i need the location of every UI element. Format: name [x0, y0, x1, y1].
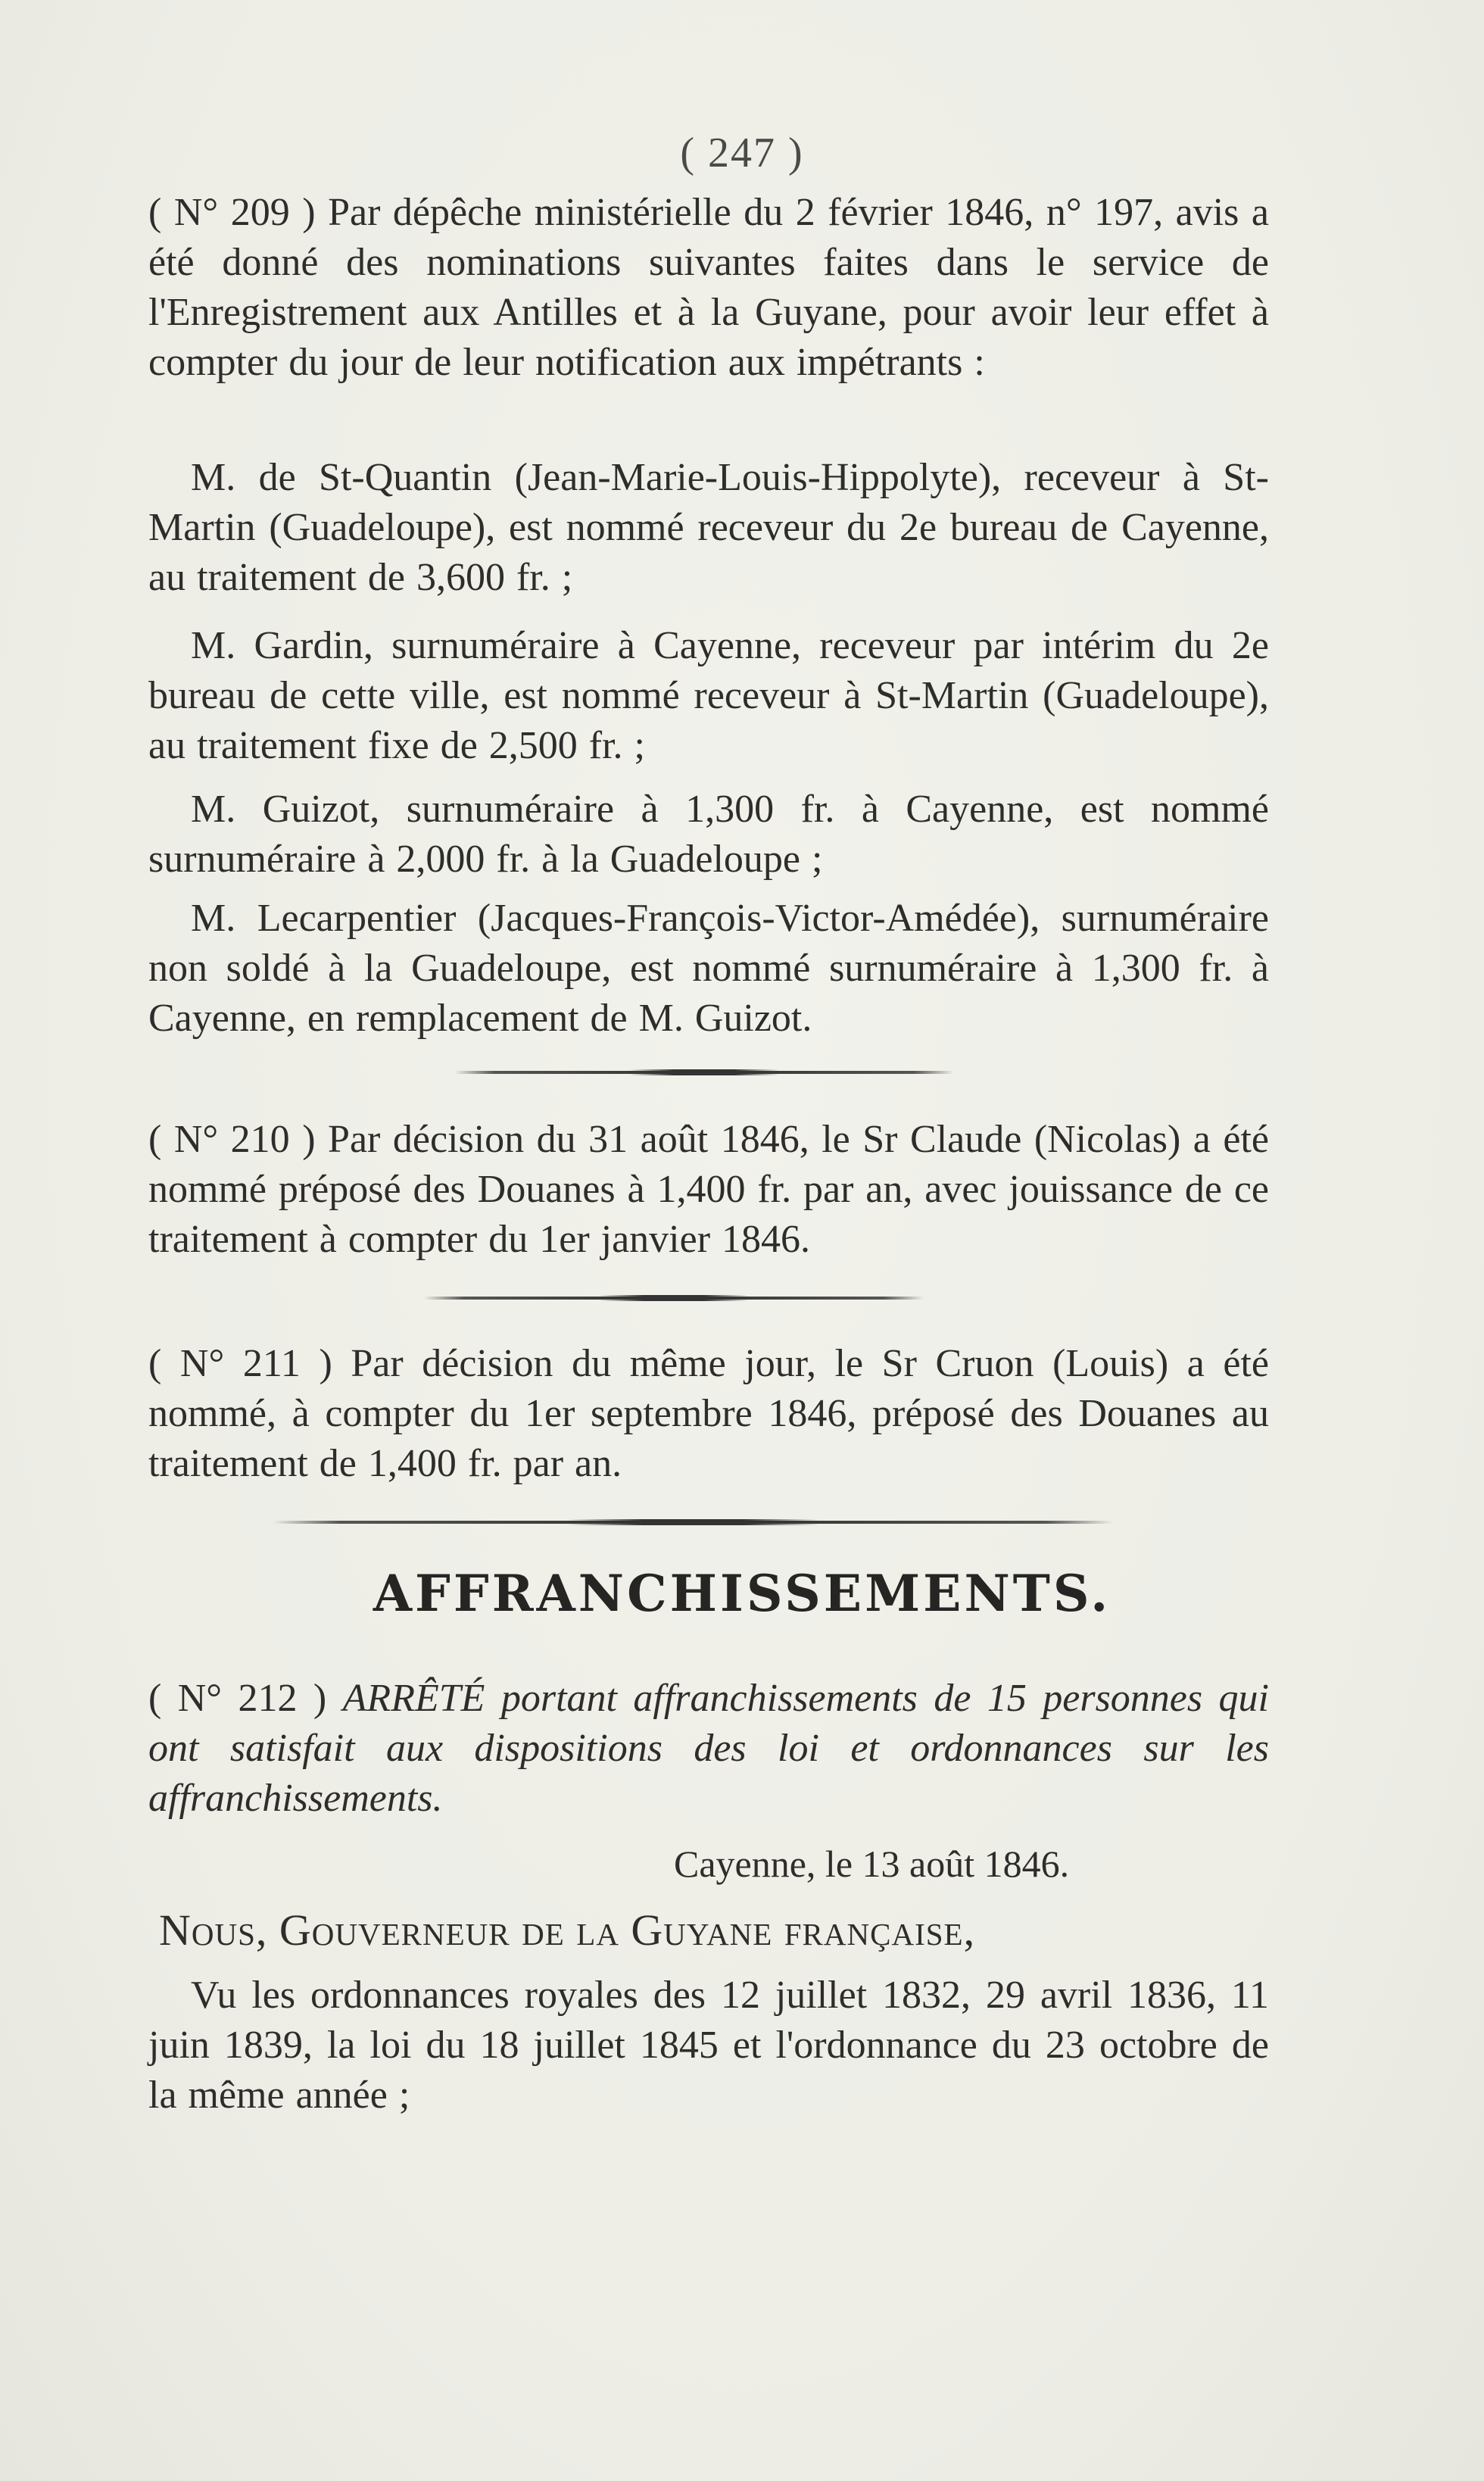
separator-rule-3 [273, 1521, 1113, 1524]
section-heading: AFFRANCHISSEMENTS. [373, 1564, 1111, 1623]
entry-209 [148, 188, 1269, 388]
entry-209-intro-text: Par dépêche ministérielle du 2 février 1846, n° 197, avis a été donné des nominations suivantes faites dans le service de l'Enregistrement aux Antilles et à la Guyane, pour avoir leur effet à compter du jour de leur notification aux impétrants : [148, 191, 1270, 384]
appointment-st-quantin: M. de St-Quantin (Jean-Marie-Louis-Hippolyte), receveur à St-Martin (Guadeloupe), est nommé receveur du 2e bureau de Cayenne, au traitement de 3,600 fr. ; [148, 456, 1269, 599]
entry-209-intro [148, 188, 1269, 388]
entry-210-number: ( N° 210 ) [148, 1118, 316, 1161]
page-number: ( 247 ) [680, 130, 804, 176]
entry-212-number: ( N° 212 ) [148, 1677, 327, 1720]
entry-209-item-1 [148, 453, 1269, 603]
entry-212 [148, 1674, 1269, 1824]
entry-209-item-3 [148, 785, 1269, 885]
entry-209-number: ( N° 209 ) [148, 191, 316, 234]
decree-preamble: Nous, Gouverneur de la Guyane française, [159, 1905, 976, 1955]
entry-209-item-4 [148, 894, 1269, 1044]
entry-211-number: ( N° 211 ) [148, 1342, 332, 1385]
entry-211 [148, 1339, 1269, 1489]
entry-210-text: Par décision du 31 août 1846, le Sr Claude (Nicolas) a été nommé préposé des Douanes à 1,400 fr. par an, avec jouissance de ce traitement à compter du 1er janvier 1846. [148, 1118, 1269, 1261]
entry-210 [148, 1115, 1269, 1265]
separator-rule-1 [454, 1071, 954, 1074]
entry-209-item-2 [148, 621, 1269, 771]
separator-rule-2 [424, 1297, 924, 1300]
dateline: Cayenne, le 13 août 1846. [674, 1843, 1070, 1885]
appointment-gardin: M. Gardin, surnuméraire à Cayenne, receveur par intérim du 2e bureau de cette ville, est nommé receveur à St-Martin (Guadeloupe), au traitement fixe de 2,500 fr. ; [148, 624, 1269, 767]
entry-211-text: Par décision du même jour, le Sr Cruon (Louis) a été nommé, à compter du 1er septembre 1846, préposé des Douanes au traitement de 1,400 fr. par an. [148, 1342, 1269, 1485]
appointment-guizot: M. Guizot, surnuméraire à 1,300 fr. à Cayenne, est nommé surnuméraire à 2,000 fr. à la Guadeloupe ; [148, 788, 1269, 881]
entry-212-title: ARRÊTÉ portant affranchissements de 15 personnes qui ont satisfait aux dispositions des loi et ordonnances sur les affranchissements. [148, 1677, 1269, 1820]
vu-clause: Vu les ordonnances royales des 12 juillet 1832, 29 avril 1836, 11 juin 1839, la loi du 18 juillet 1845 et l'ordonnance du 23 octobre de la même année ; [148, 1974, 1269, 2117]
entry-212-vu [148, 1971, 1269, 2121]
appointment-lecarpentier: M. Lecarpentier (Jacques-François-Victor-Amédée), surnuméraire non soldé à la Guadeloupe, est nommé surnuméraire à 1,300 fr. à Cayenne, en remplacement de M. Guizot. [148, 897, 1269, 1040]
